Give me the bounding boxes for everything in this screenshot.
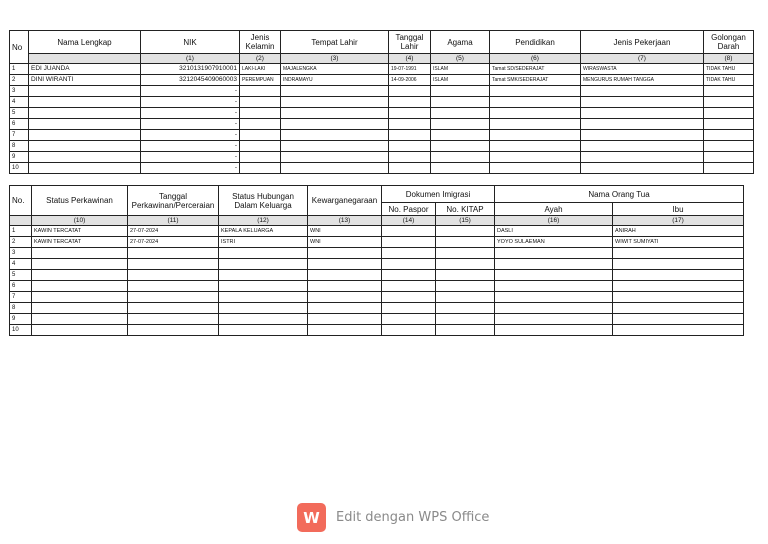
cell-ibu: WIWIT SUMIYATI (613, 237, 744, 248)
cell-pekerjaan (581, 163, 704, 174)
cell-hubungan (219, 303, 308, 314)
cell-darah (704, 141, 754, 152)
cell-nik: - (141, 130, 240, 141)
cell-nik: - (141, 97, 240, 108)
cell-pendidikan (490, 97, 581, 108)
cell-ayah: DASLI (495, 226, 613, 237)
cell-nama: DINI WIRANTI (29, 75, 141, 86)
column-number: (4) (389, 54, 431, 64)
cell-ibu (613, 259, 744, 270)
cell-ibu (613, 303, 744, 314)
cell-pendidikan (490, 152, 581, 163)
cell-hubungan (219, 314, 308, 325)
wps-watermark[interactable] (297, 503, 489, 532)
cell-tanggal: 27-07-2024 (128, 237, 219, 248)
cell-tempat (281, 108, 389, 119)
cell-kitap (436, 303, 495, 314)
cell-no: 2 (10, 75, 29, 86)
cell-tempat (281, 152, 389, 163)
cell-no: 5 (10, 270, 32, 281)
cell-nama (29, 152, 141, 163)
cell-nik: - (141, 119, 240, 130)
cell-status (32, 259, 128, 270)
header-status-perkawinan: Status Perkawinan (32, 186, 128, 216)
cell-agama (431, 86, 490, 97)
cell-agama (431, 119, 490, 130)
header-ayah: Ayah (495, 203, 613, 216)
table-row (10, 292, 744, 303)
cell-pekerjaan (581, 119, 704, 130)
cell-ayah (495, 292, 613, 303)
table-row (10, 259, 744, 270)
cell-no: 10 (10, 163, 29, 174)
cell-wn (308, 314, 382, 325)
cell-darah (704, 152, 754, 163)
cell-wn (308, 281, 382, 292)
column-number: (6) (490, 54, 581, 64)
cell-nik: - (141, 152, 240, 163)
cell-nama (29, 108, 141, 119)
cell-tempat (281, 97, 389, 108)
cell-agama (431, 163, 490, 174)
cell-ayah (495, 259, 613, 270)
cell-tanggal (128, 292, 219, 303)
header-agama: Agama (431, 31, 490, 54)
cell-no: 4 (10, 259, 32, 270)
cell-tgl (389, 163, 431, 174)
cell-tempat (281, 86, 389, 97)
cell-paspor (382, 237, 436, 248)
cell-darah: TIDAK TAHU (704, 75, 754, 86)
cell-pendidikan: Tamat SMK/SEDERAJAT (490, 75, 581, 86)
cell-no: 1 (10, 226, 32, 237)
column-number: (16) (495, 216, 613, 226)
table1-column-number-row (10, 54, 754, 64)
cell-tempat: MAJALENGKA (281, 64, 389, 75)
header-kewarganegaraan: Kewarganegaraan (308, 186, 382, 216)
column-number: (2) (240, 54, 281, 64)
cell-tgl (389, 130, 431, 141)
header-tanggal-perkawinan: Tanggal Perkawinan/Perceraian (128, 186, 219, 216)
cell-darah (704, 86, 754, 97)
table-row (10, 119, 754, 130)
cell-tanggal (128, 259, 219, 270)
cell-ayah (495, 270, 613, 281)
table-row (10, 314, 744, 325)
cell-darah: TIDAK TAHU (704, 64, 754, 75)
header-tempat-lahir: Tempat Lahir (281, 31, 389, 54)
header-nik: NIK (141, 31, 240, 54)
cell-no: 3 (10, 248, 32, 259)
cell-paspor (382, 259, 436, 270)
column-number: (14) (382, 216, 436, 226)
cell-kitap (436, 226, 495, 237)
cell-no: 1 (10, 64, 29, 75)
cell-jk (240, 108, 281, 119)
cell-tgl (389, 119, 431, 130)
table-row (10, 108, 754, 119)
cell-ayah (495, 325, 613, 336)
cell-ayah (495, 303, 613, 314)
cell-no: 6 (10, 281, 32, 292)
cell-ibu (613, 281, 744, 292)
cell-nama (29, 97, 141, 108)
cell-no: 8 (10, 303, 32, 314)
header-no: No (10, 31, 29, 64)
cell-pekerjaan (581, 97, 704, 108)
cell-pekerjaan (581, 86, 704, 97)
cell-no: 7 (10, 292, 32, 303)
cell-pendidikan (490, 108, 581, 119)
cell-kitap (436, 270, 495, 281)
cell-paspor (382, 248, 436, 259)
cell-nik: 3212045409060003 (141, 75, 240, 86)
wps-watermark-text: Edit dengan WPS Office (336, 510, 490, 525)
cell-tempat: INDRAMAYU (281, 75, 389, 86)
cell-tgl (389, 152, 431, 163)
cell-tanggal (128, 270, 219, 281)
cell-wn (308, 303, 382, 314)
header-no-paspor: No. Paspor (382, 203, 436, 216)
column-number: (1) (141, 54, 240, 64)
table-anggota-keluarga (9, 30, 754, 174)
cell-tgl (389, 97, 431, 108)
cell-nik: - (141, 108, 240, 119)
cell-status (32, 303, 128, 314)
cell-agama: ISLAM (431, 75, 490, 86)
cell-jk (240, 163, 281, 174)
cell-ibu (613, 314, 744, 325)
cell-paspor (382, 226, 436, 237)
cell-tanggal (128, 314, 219, 325)
cell-nama (29, 86, 141, 97)
header-nama-orang-tua: Nama Orang Tua (495, 186, 744, 203)
cell-wn (308, 325, 382, 336)
cell-paspor (382, 325, 436, 336)
cell-hubungan (219, 248, 308, 259)
cell-wn (308, 248, 382, 259)
cell-paspor (382, 314, 436, 325)
cell-pendidikan (490, 163, 581, 174)
cell-kitap (436, 237, 495, 248)
cell-hubungan (219, 325, 308, 336)
cell-hubungan (219, 259, 308, 270)
cell-ayah (495, 314, 613, 325)
table-row (10, 163, 754, 174)
cell-kitap (436, 259, 495, 270)
cell-ibu (613, 270, 744, 281)
cell-pekerjaan: MENGURUS RUMAH TANGGA (581, 75, 704, 86)
table-row (10, 270, 744, 281)
cell-pendidikan (490, 119, 581, 130)
cell-ibu (613, 248, 744, 259)
cell-darah (704, 108, 754, 119)
cell-tempat (281, 119, 389, 130)
cell-pendidikan (490, 86, 581, 97)
cell-ayah (495, 248, 613, 259)
cell-kitap (436, 325, 495, 336)
cell-tgl (389, 108, 431, 119)
colnum-blank (10, 216, 32, 226)
cell-nik: - (141, 86, 240, 97)
table-row (10, 281, 744, 292)
cell-kitap (436, 281, 495, 292)
cell-agama (431, 141, 490, 152)
table-row (10, 86, 754, 97)
cell-tgl (389, 86, 431, 97)
cell-pekerjaan (581, 108, 704, 119)
table2-header-row-1 (10, 186, 744, 203)
cell-tgl (389, 141, 431, 152)
cell-tanggal (128, 281, 219, 292)
cell-jk: PEREMPUAN (240, 75, 281, 86)
cell-hubungan (219, 292, 308, 303)
cell-nik: 3210131907910001 (141, 64, 240, 75)
table-row (10, 226, 744, 237)
cell-wn (308, 259, 382, 270)
cell-no: 5 (10, 108, 29, 119)
cell-tanggal: 27-07-2024 (128, 226, 219, 237)
cell-paspor (382, 281, 436, 292)
cell-darah (704, 163, 754, 174)
cell-nama (29, 130, 141, 141)
table-row (10, 64, 754, 75)
cell-wn (308, 292, 382, 303)
cell-ibu (613, 325, 744, 336)
column-number: (10) (32, 216, 128, 226)
cell-no: 10 (10, 325, 32, 336)
cell-jk (240, 130, 281, 141)
cell-darah (704, 97, 754, 108)
cell-hubungan (219, 281, 308, 292)
cell-jk (240, 86, 281, 97)
cell-no: 4 (10, 97, 29, 108)
cell-no: 8 (10, 141, 29, 152)
cell-kitap (436, 248, 495, 259)
cell-no: 2 (10, 237, 32, 248)
cell-agama (431, 108, 490, 119)
cell-no: 6 (10, 119, 29, 130)
cell-agama: ISLAM (431, 64, 490, 75)
cell-status (32, 270, 128, 281)
cell-status (32, 325, 128, 336)
header-ibu: Ibu (613, 203, 744, 216)
cell-pekerjaan (581, 152, 704, 163)
table-status-keluarga (9, 185, 744, 336)
cell-pendidikan (490, 130, 581, 141)
cell-status (32, 314, 128, 325)
cell-jk (240, 119, 281, 130)
cell-darah (704, 119, 754, 130)
cell-nik: - (141, 141, 240, 152)
cell-pekerjaan (581, 130, 704, 141)
cell-no: 7 (10, 130, 29, 141)
cell-nama (29, 163, 141, 174)
column-number: (3) (281, 54, 389, 64)
cell-status: KAWIN TERCATAT (32, 237, 128, 248)
cell-tempat (281, 163, 389, 174)
cell-ayah (495, 281, 613, 292)
cell-status (32, 281, 128, 292)
cell-nik: - (141, 163, 240, 174)
cell-no: 9 (10, 152, 29, 163)
header-jenis-kelamin: Jenis Kelamin (240, 31, 281, 54)
cell-tempat (281, 141, 389, 152)
cell-tgl: 14-09-2006 (389, 75, 431, 86)
cell-jk (240, 152, 281, 163)
cell-paspor (382, 303, 436, 314)
table-row (10, 303, 744, 314)
cell-darah (704, 130, 754, 141)
column-number: (7) (581, 54, 704, 64)
table-row (10, 141, 754, 152)
cell-agama (431, 130, 490, 141)
table2-column-number-row (10, 216, 744, 226)
column-number: (15) (436, 216, 495, 226)
table-row (10, 97, 754, 108)
header-no-2: No. (10, 186, 32, 216)
cell-ayah: YOYO SULAEMAN (495, 237, 613, 248)
cell-nama: EDI JUANDA (29, 64, 141, 75)
cell-paspor (382, 292, 436, 303)
table1-header-row (10, 31, 754, 54)
cell-hubungan (219, 270, 308, 281)
table-row (10, 248, 744, 259)
header-status-hubungan: Status Hubungan Dalam Keluarga (219, 186, 308, 216)
cell-status (32, 248, 128, 259)
cell-tempat (281, 130, 389, 141)
cell-nama (29, 119, 141, 130)
cell-tanggal (128, 248, 219, 259)
cell-pekerjaan (581, 141, 704, 152)
cell-tgl: 19-07-1991 (389, 64, 431, 75)
header-nama-lengkap: Nama Lengkap (29, 31, 141, 54)
cell-jk (240, 141, 281, 152)
column-number: (11) (128, 216, 219, 226)
table-row (10, 130, 754, 141)
cell-agama (431, 97, 490, 108)
table-row (10, 325, 744, 336)
cell-pendidikan: Tamat SD/SEDERAJAT (490, 64, 581, 75)
column-number: (17) (613, 216, 744, 226)
header-tanggal-lahir: Tanggal Lahir (389, 31, 431, 54)
colnum-blank (29, 54, 141, 64)
cell-pekerjaan: WIRASWASTA (581, 64, 704, 75)
cell-kitap (436, 314, 495, 325)
cell-wn: WNI (308, 226, 382, 237)
cell-paspor (382, 270, 436, 281)
header-golongan-darah: Golongan Darah (704, 31, 754, 54)
cell-kitap (436, 292, 495, 303)
cell-no: 9 (10, 314, 32, 325)
header-no-kitap: No. KITAP (436, 203, 495, 216)
header-dokumen-imigrasi: Dokumen Imigrasi (382, 186, 495, 203)
cell-tanggal (128, 303, 219, 314)
cell-status: KAWIN TERCATAT (32, 226, 128, 237)
cell-status (32, 292, 128, 303)
cell-ibu (613, 292, 744, 303)
cell-jk: LAKI-LAKI (240, 64, 281, 75)
column-number: (8) (704, 54, 754, 64)
cell-nama (29, 141, 141, 152)
cell-jk (240, 97, 281, 108)
table-row (10, 152, 754, 163)
header-pendidikan: Pendidikan (490, 31, 581, 54)
cell-wn (308, 270, 382, 281)
wps-logo-icon: W (297, 503, 326, 532)
cell-hubungan: ISTRI (219, 237, 308, 248)
cell-no: 3 (10, 86, 29, 97)
column-number: (5) (431, 54, 490, 64)
table-row (10, 237, 744, 248)
cell-wn: WNI (308, 237, 382, 248)
cell-hubungan: KEPALA KELUARGA (219, 226, 308, 237)
column-number: (13) (308, 216, 382, 226)
column-number: (12) (219, 216, 308, 226)
cell-agama (431, 152, 490, 163)
header-jenis-pekerjaan: Jenis Pekerjaan (581, 31, 704, 54)
cell-tanggal (128, 325, 219, 336)
cell-ibu: ANIRAH (613, 226, 744, 237)
table-row (10, 75, 754, 86)
cell-pendidikan (490, 141, 581, 152)
